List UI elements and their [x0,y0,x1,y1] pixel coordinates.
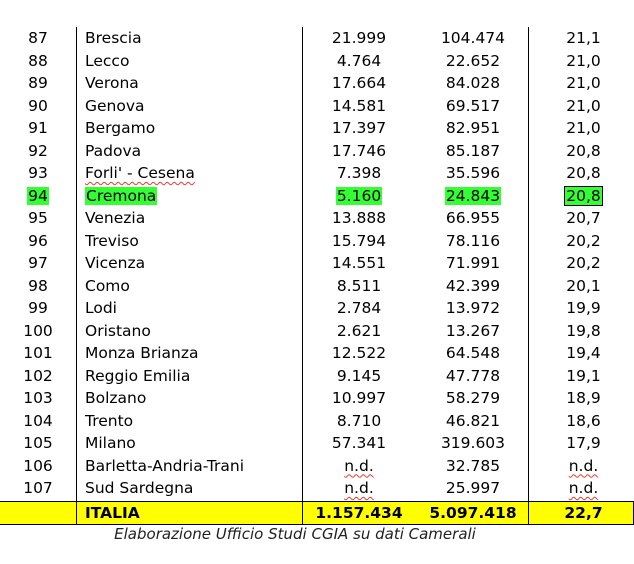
name-cell [85,387,146,410]
table-row [0,95,634,118]
value-1-cell-text: 17.746 [331,141,387,160]
value-1-cell [304,252,414,275]
value-2-cell-text: 64.548 [445,344,501,362]
name-cell [85,342,199,365]
percentage-cell-text: 19,1 [566,366,601,385]
rank-cell [0,95,76,118]
value-1-cell [304,410,414,433]
value-1-cell [304,230,414,253]
value-1-cell-text: 14.551 [331,254,387,272]
percentage-cell [533,50,634,73]
value-2-cell-text: 71.991 [445,254,501,272]
name-cell-text: Lecco [85,51,130,70]
total-value-2: 5.097.418 [429,504,517,522]
rank-cell-text: 100 [23,321,53,340]
name-cell-text: Barletta-Andria-Trani [85,456,245,475]
table-row [0,117,634,140]
value-1-cell-text: 21.999 [331,29,387,47]
name-cell-text: Cremona [86,186,157,205]
percentage-cell-text: 21,0 [566,51,601,70]
value-2-cell-text: 32.785 [445,456,501,475]
rank-cell [0,27,76,50]
name-cell [85,95,145,118]
percentage-cell-text: 20,7 [566,209,601,227]
percentage-cell-text: 18,9 [566,389,601,407]
name-cell-text: Forli' - Cesena [85,164,195,182]
value-1-cell [304,162,414,185]
rank-cell-text: 104 [23,411,53,430]
rank-cell [0,140,76,163]
value-1-cell-text: 15.794 [331,231,387,250]
rank-cell-text: 105 [23,434,53,452]
value-1-cell-text: 10.997 [331,389,387,407]
name-cell-text: Genova [85,96,145,115]
name-cell [85,297,117,320]
value-1-cell [304,387,414,410]
ranking-table [0,27,634,500]
rank-cell [0,50,76,73]
value-2-cell-text: 46.821 [445,411,501,430]
rank-cell-text: 106 [23,456,53,475]
value-1-cell [304,140,414,163]
percentage-cell-text: 21,1 [566,29,601,47]
name-cell-text: Padova [85,141,142,160]
rank-cell [0,230,76,253]
table-row [0,432,634,455]
table-row [0,162,634,185]
table-row [0,320,634,343]
value-2-cell [418,252,528,275]
name-cell [85,230,139,253]
percentage-cell [533,297,634,320]
percentage-cell [533,320,634,343]
value-2-cell [418,230,528,253]
rank-cell-text: 103 [23,389,53,407]
value-1-cell-text: 13.888 [331,209,387,227]
percentage-cell [533,162,634,185]
percentage-cell-text: 21,0 [566,119,601,137]
value-2-cell [418,27,528,50]
rank-cell [0,117,76,140]
percentage-cell [533,455,634,478]
value-1-cell-text: 7.398 [336,164,382,182]
table-row [0,252,634,275]
table-row [0,410,634,433]
table-row [0,455,634,478]
value-2-cell [418,275,528,298]
percentage-cell [533,207,634,230]
name-cell [85,27,142,50]
rank-cell-text: 99 [28,299,48,317]
percentage-cell-text: 18,6 [566,411,601,430]
name-cell [85,162,195,185]
table-row [0,387,634,410]
value-1-cell [304,365,414,388]
percentage-cell [533,185,634,208]
name-cell [85,207,145,230]
value-1-cell [304,27,414,50]
name-cell [85,140,141,163]
value-1-cell-text: n.d. [344,479,374,497]
value-1-cell [304,95,414,118]
rank-cell [0,432,76,455]
value-2-cell [418,432,528,455]
value-2-cell-text: 47.778 [445,366,501,385]
value-2-cell [418,117,528,140]
value-2-cell-text: 104.474 [440,29,506,47]
name-cell [85,252,145,275]
rank-cell [0,275,76,298]
rank-cell [0,477,76,500]
percentage-cell [533,477,634,500]
rank-cell [0,185,76,208]
percentage-cell [533,230,634,253]
value-2-cell [418,207,528,230]
value-2-cell-text: 66.955 [445,209,501,227]
rank-cell-text: 98 [28,276,48,295]
value-2-cell [418,72,528,95]
percentage-cell [533,95,634,118]
name-cell-text: Sud Sardegna [85,479,194,497]
value-1-cell-text: n.d. [344,456,374,475]
name-cell [85,320,151,343]
total-row [0,501,634,525]
percentage-cell-text: 20,2 [566,254,601,272]
table-row [0,185,634,208]
rank-cell-text: 90 [28,96,48,115]
rank-cell [0,252,76,275]
rank-cell-text: 89 [28,74,48,92]
value-1-cell [304,297,414,320]
value-1-cell [304,455,414,478]
value-1-cell-text: 4.764 [336,51,382,70]
rank-cell [0,410,76,433]
value-1-cell-text: 2.784 [336,299,382,317]
value-2-cell-text: 13.972 [445,299,501,317]
table-row [0,342,634,365]
name-cell-text: Brescia [85,29,142,47]
percentage-cell [533,410,634,433]
value-1-cell-text: 12.522 [331,344,387,362]
name-cell [85,275,130,298]
table-row [0,207,634,230]
value-1-cell [304,275,414,298]
percentage-cell-text: 17,9 [566,434,601,452]
value-2-cell-text: 42.399 [445,276,501,295]
name-cell-text: Monza Brianza [85,344,199,362]
value-1-cell [304,477,414,500]
percentage-cell-text: n.d. [568,456,599,475]
rank-cell [0,455,76,478]
value-1-cell [304,342,414,365]
value-1-cell [304,50,414,73]
rank-cell [0,72,76,95]
name-cell-text: Bergamo [85,119,156,137]
name-cell [85,365,190,388]
name-cell [85,477,193,500]
percentage-cell-text: 20,8 [566,141,601,160]
column-divider [302,502,303,524]
value-2-cell-text: 85.187 [445,141,501,160]
name-cell-text: Trento [85,411,134,430]
value-2-cell-text: 58.279 [445,389,501,407]
rank-cell-text: 93 [28,164,48,182]
value-1-cell [304,320,414,343]
value-2-cell [418,387,528,410]
value-2-cell-text: 25.997 [445,479,501,497]
table-row [0,297,634,320]
value-2-cell-text: 13.267 [445,321,501,340]
table-row [0,477,634,500]
rank-cell [0,320,76,343]
rank-cell [0,162,76,185]
value-2-cell-text: 69.517 [445,96,501,115]
value-2-cell-text: 35.596 [445,164,501,182]
name-cell [85,50,129,73]
total-value-1: 1.157.434 [315,504,403,522]
table-row [0,27,634,50]
name-cell-text: Venezia [85,209,146,227]
value-2-cell [418,50,528,73]
column-divider [76,502,77,524]
name-cell-text: Como [85,276,130,295]
value-1-cell-text: 9.145 [336,366,382,385]
percentage-cell-text: 21,0 [566,74,601,92]
rank-cell-text: 96 [28,231,48,250]
name-cell-text: Oristano [85,321,151,340]
value-1-cell-text: 17.664 [331,74,387,92]
percentage-cell-text: 20,8 [566,164,601,182]
value-2-cell-text: 78.116 [445,231,501,250]
rank-cell-text: 102 [23,366,53,385]
name-cell [85,455,244,478]
name-cell-text: Vicenza [85,254,146,272]
table-row [0,72,634,95]
value-2-cell [418,95,528,118]
value-2-cell-text: 84.028 [445,74,501,92]
percentage-cell [533,275,634,298]
percentage-cell [533,387,634,410]
value-1-cell-text: 57.341 [331,434,387,452]
percentage-cell-text: 21,0 [566,96,601,115]
rank-cell-text: 87 [28,29,48,47]
rank-cell-text: 97 [28,254,48,272]
rank-cell-text: 88 [28,51,48,70]
total-percentage: 22,7 [564,504,603,522]
percentage-cell-text: 20,8 [566,186,601,205]
value-1-cell [304,117,414,140]
rank-cell [0,365,76,388]
value-2-cell [418,365,528,388]
value-2-cell [418,455,528,478]
percentage-cell [533,140,634,163]
name-cell [85,185,157,208]
name-cell-text: Treviso [85,231,139,250]
table-row [0,140,634,163]
name-cell-text: Milano [85,434,136,452]
value-2-cell [418,410,528,433]
value-1-cell-text: 17.397 [331,119,387,137]
source-caption: Elaborazione Ufficio Studi CGIA su dati Camerali [114,525,476,543]
name-cell [85,432,136,455]
value-1-cell [304,432,414,455]
rank-cell-text: 101 [23,344,53,362]
name-cell-text: Reggio Emilia [85,366,191,385]
percentage-cell [533,432,634,455]
name-cell-text: Bolzano [85,389,147,407]
rank-cell [0,387,76,410]
value-1-cell [304,185,414,208]
rank-cell-text: 91 [28,119,48,137]
name-cell [85,72,139,95]
value-2-cell-text: 24.843 [445,186,501,205]
percentage-cell [533,117,634,140]
value-2-cell [418,342,528,365]
value-2-cell-text: 82.951 [445,119,501,137]
value-2-cell [418,162,528,185]
name-cell [85,410,133,433]
value-2-cell [418,185,528,208]
rank-cell [0,207,76,230]
value-1-cell [304,207,414,230]
rank-cell [0,342,76,365]
value-1-cell-text: 14.581 [331,96,387,115]
percentage-cell-text: 20,1 [566,276,601,295]
rank-cell-text: 92 [28,141,48,160]
percentage-cell [533,342,634,365]
value-1-cell-text: 2.621 [336,321,382,340]
rank-cell-text: 94 [28,186,48,205]
percentage-cell-text: 19,4 [566,344,601,362]
value-2-cell [418,140,528,163]
rank-cell-text: 95 [28,209,48,227]
rank-cell [0,297,76,320]
percentage-cell [533,27,634,50]
percentage-cell-text: n.d. [568,479,599,497]
percentage-cell-text: 19,9 [566,299,601,317]
value-2-cell-text: 22.652 [445,51,501,70]
value-1-cell [304,72,414,95]
table-row [0,365,634,388]
value-1-cell-text: 8.511 [336,276,382,295]
column-divider [528,502,529,524]
name-cell-text: Verona [85,74,139,92]
value-2-cell [418,297,528,320]
percentage-cell-text: 20,2 [566,231,601,250]
percentage-cell [533,365,634,388]
name-cell [85,117,155,140]
value-2-cell [418,477,528,500]
percentage-cell [533,252,634,275]
rank-cell-text: 107 [23,479,53,497]
percentage-cell-text: 19,8 [566,321,601,340]
total-name: ITALIA [85,504,140,522]
name-cell-text: Lodi [85,299,117,317]
value-1-cell-text: 5.160 [336,186,382,205]
value-2-cell-text: 319.603 [440,434,506,452]
percentage-cell [533,72,634,95]
value-1-cell-text: 8.710 [336,411,382,430]
value-2-cell [418,320,528,343]
table-row [0,50,634,73]
table-row [0,230,634,253]
table-row [0,275,634,298]
